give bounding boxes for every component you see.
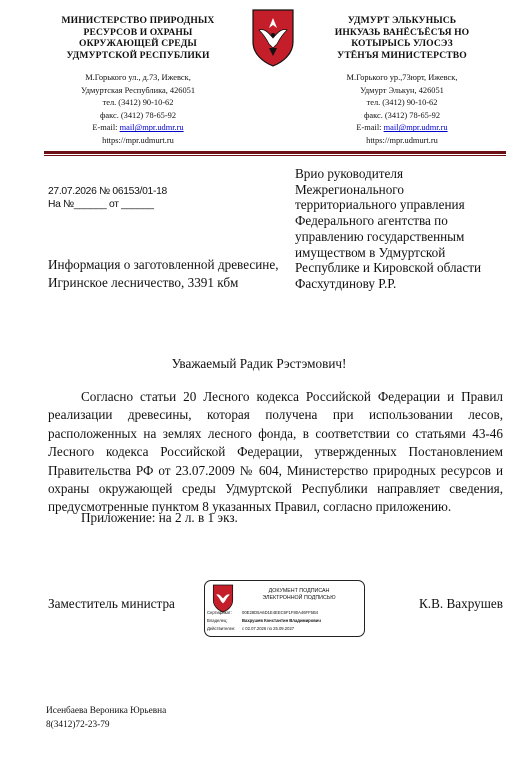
org-contacts-ru: М.Горького ул., д.73, Ижевск, Удмуртская Республика, 426051 тел. (3412) 90-10-62 факс. (3412) 78-65-92 E-mail: mail@mpr.udmr.ru https://mpr.udmurt.ru	[48, 72, 228, 148]
executor-phone: 8(3412)72-23-79	[46, 720, 110, 730]
emblem-small-icon	[211, 584, 235, 613]
attachment-note: Приложение: на 2 л. в 1 экз.	[81, 510, 238, 525]
letter-body: Согласно статьи 20 Лесного кодекса Российской Федерации и Правил реализации древесины, которая получена при использовании лесов, расположенных на землях лесного фонда, в соответствии со статьями 43-46 Лесного кодекса Российской Федерации, утвержденных Постановлением Правительства РФ от 23.07.2009 № 604, Министерство природных ресурсов и охраны окружающей среды Удмуртской Республики направляет сведения, предусмотренные пунктом 8 указанных Правил, согласно приложению.	[48, 389, 503, 515]
header-rule-thick	[44, 151, 506, 154]
registration-number: 27.07.2026 № 06153/01-18 На №______ от ______	[48, 186, 167, 210]
header-rule-thin	[44, 155, 506, 156]
org-name-udm: УДМУРТ ЭЛЬКУНЫСЬ ИНКУАЗЬ ВАНЁСЪЁСЪЯ НО КОТЫРЫСЬ УЛОСЭЗ УТЁНЪЯ МИНИСТЕРСТВО	[334, 15, 470, 61]
org-name-ru: МИНИСТЕРСТВО ПРИРОДНЫХ РЕСУРСОВ И ОХРАНЫ ОКРУЖАЮЩЕЙ СРЕДЫ УДМУРТСКОЙ РЕСПУБЛИКИ	[61, 15, 215, 61]
e-signature-stamp: ДОКУМЕНТ ПОДПИСАН ЭЛЕКТРОННОЙ ПОДПИСЬЮ Сертификат: 00E28D5A6D1E4EEC6F1F80A46FF5B4 Владелец: Вахрушев Константин Владимирович Действителен: с 02.07.2026 по 25.09.2027	[204, 580, 365, 637]
udmurtia-emblem-icon	[250, 8, 296, 68]
stamp-title: ДОКУМЕНТ ПОДПИСАН ЭЛЕКТРОННОЙ ПОДПИСЬЮ	[262, 588, 336, 601]
subject: Информация о заготовленной древесине, Игринское лесничество, 3391 кбм	[48, 257, 279, 290]
signatory-name: К.В. Вахрушев	[419, 596, 503, 611]
greeting: Уважаемый Радик Рэстэмович!	[171, 356, 347, 371]
executor-name: Исенбаева Вероника Юрьевна	[46, 706, 167, 716]
email-line: E-mail: mail@mpr.udmr.ru	[92, 123, 184, 133]
org-contacts-udm: М.Горького ур.,73юрт, Ижевск, Удмурт Элькун, 426051 тел. (3412) 90-10-62 факс. (3412) 78-65-92 E-mail: mail@mpr.udmr.ru https://mpr.udmurt.ru	[307, 72, 497, 148]
website-link[interactable]: https://mpr.udmurt.ru	[102, 135, 174, 145]
addressee: Врио руководителя Межрегионального территориального управления Федерального агентства по управлению государственным имуществом в Удмуртской Республике и Кировской области Фасхутдинову Р.Р.	[295, 166, 482, 291]
email-link[interactable]: mail@mpr.udmr.ru	[383, 123, 448, 133]
website-link[interactable]: https://mpr.udmurt.ru	[366, 135, 438, 145]
signatory-position: Заместитель министра	[48, 596, 175, 611]
email-link[interactable]: mail@mpr.udmr.ru	[119, 123, 184, 133]
executor-info	[46, 704, 166, 732]
email-line: E-mail: mail@mpr.udmr.ru	[356, 123, 448, 133]
